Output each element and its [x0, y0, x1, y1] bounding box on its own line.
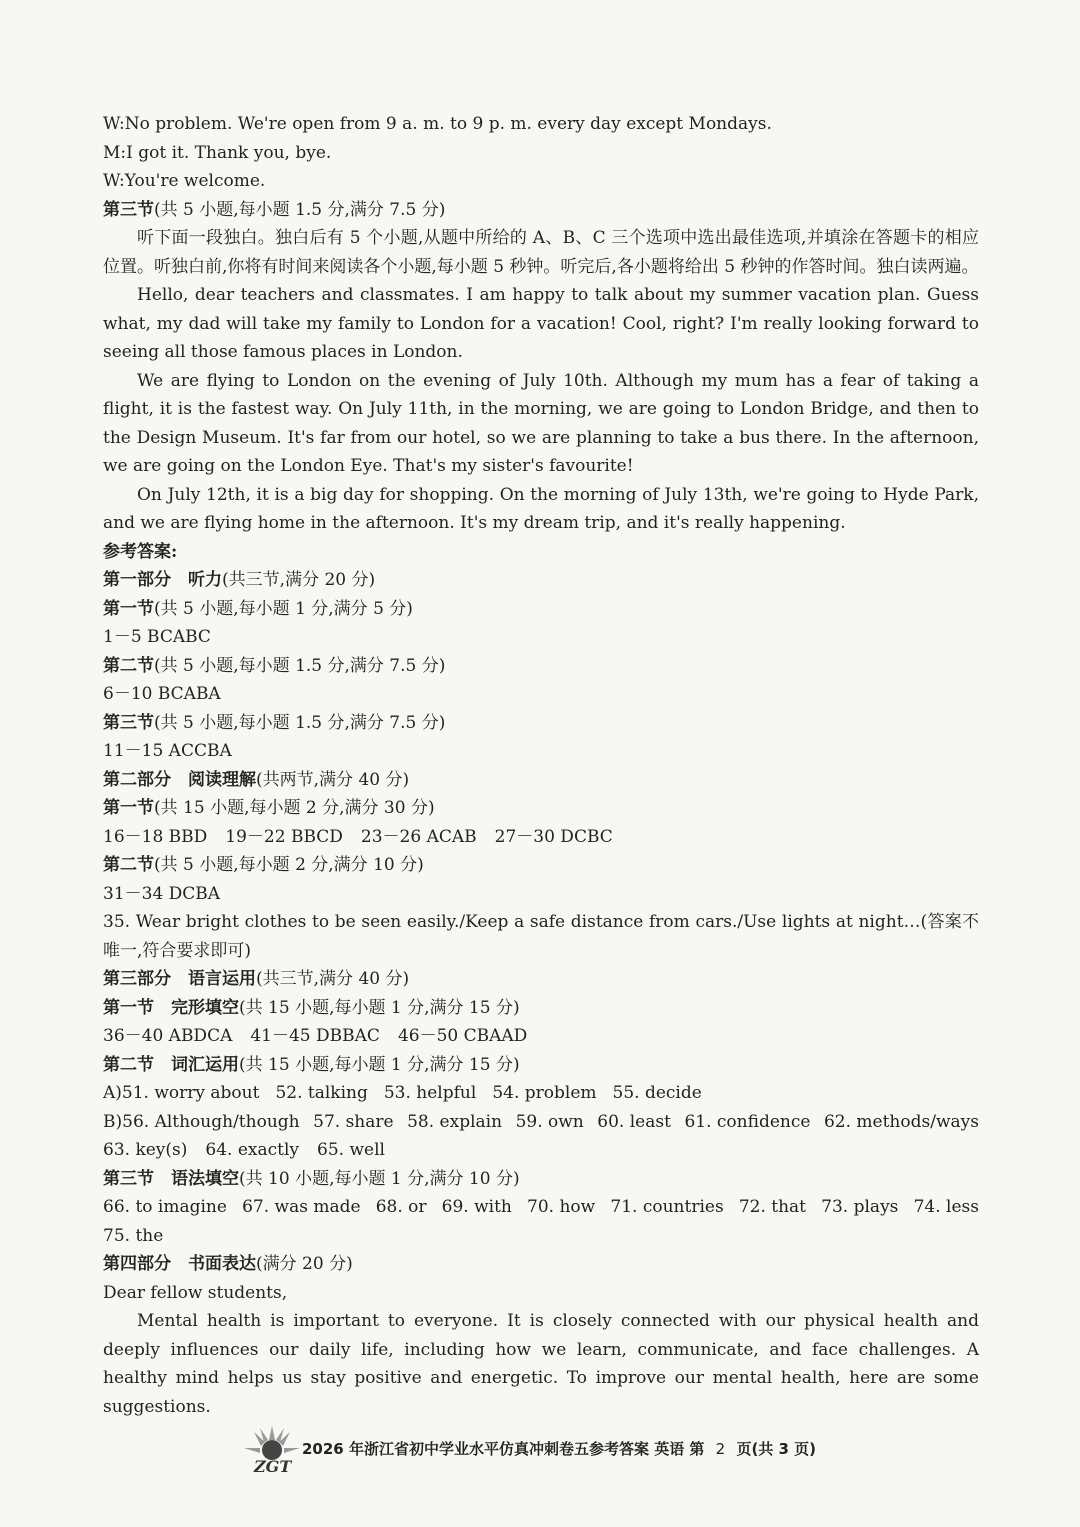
answer-group: 46－50 CBAAD: [397, 1026, 528, 1046]
section-heading: 第二节(共 5 小题,每小题 1.5 分,满分 7.5 分): [103, 655, 446, 676]
answer-line: 6－10 BCABA: [103, 684, 221, 704]
section-heading: 第三节 语法填空(共 10 小题,每小题 1 分,满分 10 分): [103, 1168, 520, 1189]
answer-group: 16－18 BBD: [103, 826, 208, 847]
part-heading: 第四部分 书面表达(满分 20 分): [103, 1254, 353, 1274]
content-area: [103, 110, 979, 1421]
part-heading: 第二部分 阅读理解(共两节,满分 40 分): [103, 769, 410, 790]
answer-line: [103, 1022, 979, 1051]
answer-item: 55. decide: [612, 1083, 702, 1103]
answer-item: 58. explain: [407, 1111, 503, 1132]
answers-title: 参考答案:: [103, 541, 178, 562]
answer-group: 41－45 DBBAC: [250, 1026, 380, 1046]
answer-group: 36－40 ABDCA: [103, 1026, 233, 1046]
essay-salutation: Dear fellow students,: [103, 1282, 288, 1303]
answer-line: [103, 823, 979, 852]
answer-group: 19－22 BBCD: [225, 826, 343, 847]
section-heading: 第二节(共 5 小题,每小题 2 分,满分 10 分): [103, 855, 424, 875]
answer-item: 52. talking: [275, 1083, 368, 1103]
answer-line: [103, 1108, 979, 1137]
answer-group: 23－26 ACAB: [360, 826, 477, 847]
answer-item: 67. was made: [242, 1197, 361, 1217]
part-heading: 第三部分 语言运用(共三节,满分 40 分): [103, 969, 410, 989]
part-heading: 第一部分 听力(共三节,满分 20 分): [103, 570, 376, 590]
answer-item: A)51. worry about: [103, 1083, 260, 1103]
page-number: 2: [715, 1440, 726, 1458]
section-heading: 第一节(共 15 小题,每小题 2 分,满分 30 分): [103, 798, 435, 818]
section-heading: 第一节 完形填空(共 15 小题,每小题 1 分,满分 15 分): [103, 997, 520, 1018]
answer-line: [103, 1222, 979, 1251]
answer-item: 69. with: [441, 1197, 512, 1217]
section-heading: 第三节(共 5 小题,每小题 1.5 分,满分 7.5 分): [103, 199, 446, 220]
monologue-paragraph: Hello, dear teachers and classmates. I am happy to talk about my summer vacation plan. Guess what, my dad will take my family to London for a vacation! Cool, right? I'm really looking forward to seeing all those famous places in London.: [103, 285, 979, 362]
answer-item: 72. that: [738, 1197, 807, 1217]
answer-line: [103, 1136, 979, 1165]
answer-line: [103, 1193, 979, 1222]
essay-paragraph: Mental health is important to everyone. It is closely connected with our physical health and deeply influences our daily life, including how we learn, communicate, and face challenges. A healthy mind helps us stay positive and energetic. To improve our mental health, here are some suggestions.: [103, 1311, 979, 1417]
answer-item: 54. problem: [492, 1083, 597, 1103]
answer-item: 59. own: [515, 1111, 584, 1132]
dialogue-line: W:No problem. We're open from 9 a. m. to 9 p. m. every day except Mondays.: [103, 114, 772, 134]
answer-item: B)56. Although/though: [103, 1111, 300, 1132]
section-heading: 第一节(共 5 小题,每小题 1 分,满分 5 分): [103, 598, 413, 619]
footer-text: 2026 年浙江省初中学业水平仿真冲刺卷五参考答案 英语 第 2 页(共 3 页): [302, 1440, 817, 1458]
answer-item: 53. helpful: [383, 1083, 477, 1103]
answer-item: 70. how: [527, 1197, 596, 1217]
dialogue-line: W:You're welcome.: [103, 171, 266, 191]
monologue-paragraph: We are flying to London on the evening of July 10th. Although my mum has a fear of taking a flight, it is the fastest way. On July 11th, in the morning, we are going to London Bridge, and then to the Design Museum. It's far from our hotel, so we are planning to take a bus there. In the afternoon, we are going on the London Eye. That's my sister's favourite!: [103, 370, 979, 476]
answer-line: 1－5 BCABC: [103, 627, 211, 647]
answer-line: [103, 1079, 979, 1108]
section-heading: 第二节 词汇运用(共 15 小题,每小题 1 分,满分 15 分): [103, 1054, 520, 1075]
answer-line: 31－34 DCBA: [103, 883, 221, 904]
answer-item: 61. confidence: [684, 1111, 811, 1132]
answer-35: 35. Wear bright clothes to be seen easily./Keep a safe distance from cars./Use lights at night…(答案不唯一,符合要求即可): [103, 912, 979, 961]
answer-item: 62. methods/ways: [823, 1111, 979, 1132]
answer-item: 71. countries: [610, 1197, 724, 1217]
answer-item: 74. less: [913, 1197, 979, 1217]
answer-item: 57. share: [313, 1111, 394, 1132]
instructions-paragraph: 听下面一段独白。独白后有 5 个小题,从题中所给的 A、B、C 三个选项中选出最佳选项,并填涂在答题卡的相应位置。听独白前,你将有时间来阅读各个小题,每小题 5 秒钟。听完后,各小题将给出 5 秒钟的作答时间。独白读两遍。: [103, 228, 979, 277]
answer-item: 63. key(s): [103, 1140, 188, 1160]
dialogue-line: M:I got it. Thank you, bye.: [103, 142, 332, 163]
answer-line: 11－15 ACCBA: [103, 741, 232, 761]
answer-item: 75. the: [103, 1225, 164, 1246]
section-heading: 第三节(共 5 小题,每小题 1.5 分,满分 7.5 分): [103, 712, 446, 733]
answer-item: 60. least: [597, 1111, 671, 1132]
answer-item: 73. plays: [821, 1197, 899, 1217]
answer-item: 65. well: [317, 1140, 385, 1160]
answer-item: 64. exactly: [205, 1140, 300, 1160]
monologue-paragraph: On July 12th, it is a big day for shopping. On the morning of July 13th, we're going to Hyde Park, and we are flying home in the afternoon. It's my dream trip, and it's really happening.: [103, 484, 979, 533]
logo-text: ZGT: [254, 1457, 292, 1476]
page-footer: [240, 1420, 860, 1480]
answer-group: 27－30 DCBC: [494, 826, 613, 847]
sunburst-logo-icon: [240, 1420, 304, 1476]
answer-item: 68. or: [375, 1197, 427, 1217]
answer-item: 66. to imagine: [103, 1197, 227, 1217]
